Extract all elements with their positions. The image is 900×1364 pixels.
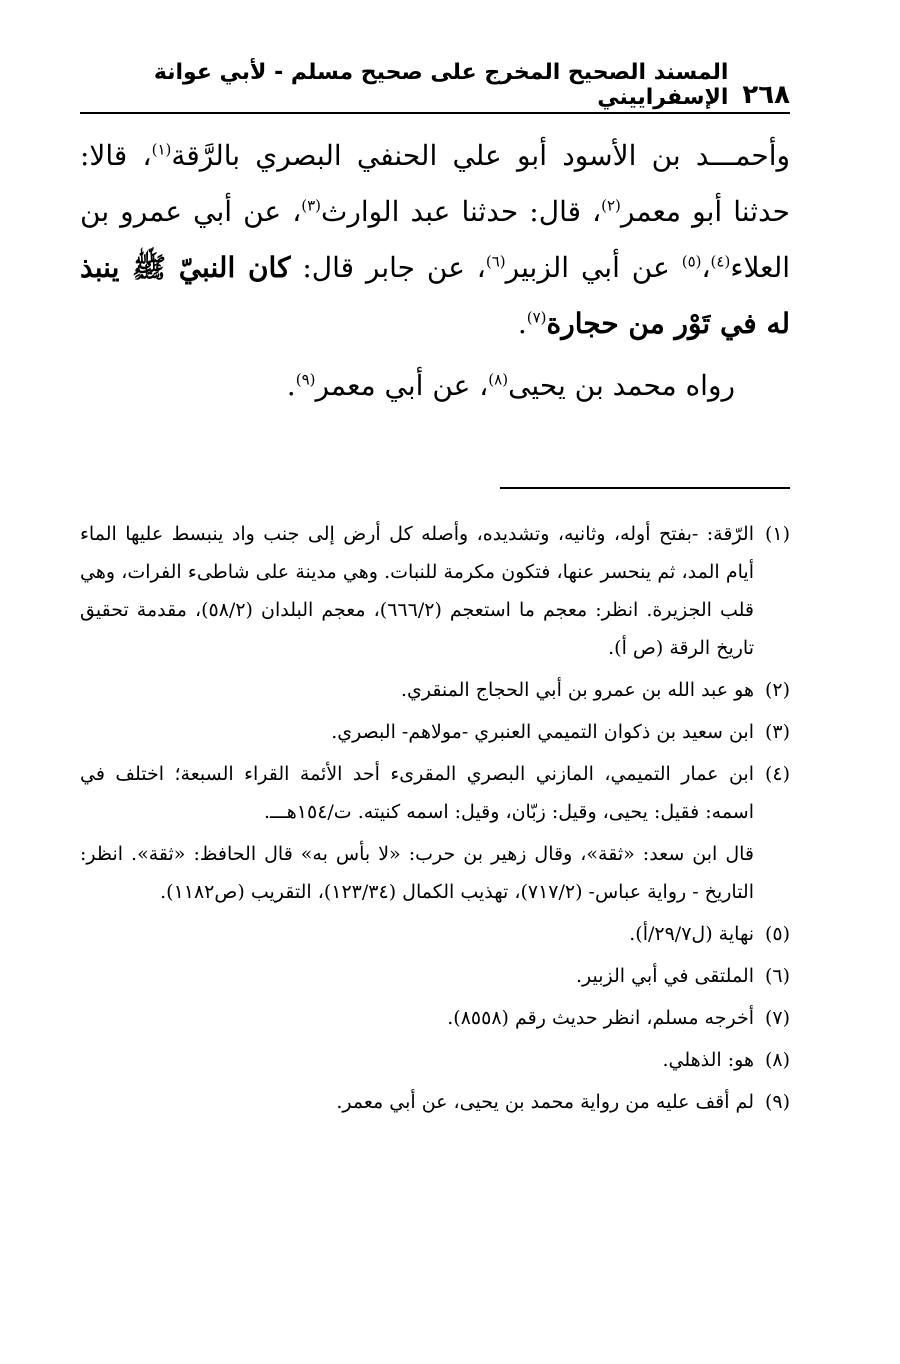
footnote-text: قال ابن سعد: «ثقة»، وقال زهير بن حرب: «لا بأس به» قال الحافظ: «ثقة». انظر: التاريخ - رواية عباس- (٧١٧/٢)، تهذيب الكمال (١٢٣/٣٤)، التقريب (ص١١٨٢). [80,843,754,903]
footnote-text: نهاية (ل٢٩/٧/أ). [629,923,754,945]
footnote-number: (٣) [764,721,790,743]
text-segment: ، قال: حدثنا عبد الوارث [321,195,602,228]
footnote-continuation [80,835,790,911]
text-segment: ، عن أبي عمرو بن العلاء [80,195,791,284]
footnote-ref[interactable]: (٥) [681,252,702,271]
footnote-ref[interactable]: (٢) [601,196,621,215]
footnote-text: ابن سعيد بن ذكوان التميمي العنبري -مولاهم- البصري. [331,721,754,743]
text-segment: رواه محمد بن يحيى [508,369,735,402]
footnote-number: (١) [764,523,790,545]
footnote-text: الرّقة: -بفتح أوله، وثانيه، وتشديده، وأصله كل أرض إلى جنب واد ينبسط عليها الماء أيام المد، ثم ينحسر عنها، فتكون مكرمة للنبات. وهي مدينة على شاطىء الفرات، وهي قلب الجزيرة. انظر: معجم ما استعجم (٦٦٦/٢)، معجم البلدان (٥٨/٢)، مقدمة تحقيق تاريخ الرقة (ص أ). [80,523,754,659]
footnotes [80,515,790,1125]
hadith-matn: كان النبيّ ﷺ ينبذ له في تَوْر من حجارة [80,251,790,340]
footnote-number: (٤) [764,763,790,785]
footnote-ref[interactable]: (٧) [526,308,547,327]
hadith-paragraph [80,128,790,352]
footnote [80,1041,790,1079]
footnote-number: (٩) [764,1091,790,1113]
text-segment: ، قالا: حدثنا أبو معمر [80,139,790,228]
footnote [80,515,790,667]
footnote-ref[interactable]: (٦) [485,252,506,271]
text-segment: عن أبي الزبير [505,251,682,284]
text-segment: ، [701,251,711,284]
footnote-ref[interactable]: (٣) [301,196,322,215]
footnote-text: أخرجه مسلم، انظر حديث رقم (٨٥٥٨). [447,1007,754,1029]
text-segment: ، عن جابر قال: [290,251,486,284]
text-segment: . [286,369,296,402]
main-text [80,128,790,414]
footnote [80,671,790,709]
footnote [80,957,790,995]
footnote [80,755,790,831]
header-title: المسند الصحيح المخرج على صحيح مسلم - لأبي عوانة الإسفراييني [153,60,729,110]
footnote-ref[interactable]: (١) [151,140,172,159]
footnote-number: (٧) [764,1007,790,1029]
footnote-number: (٥) [764,923,790,945]
riwaya-paragraph [80,358,790,414]
footnote-text: هو: الذهلي. [662,1049,754,1071]
footnote-text: هو عبد الله بن عمرو بن أبي الحجاج المنقري. [400,679,754,701]
footnote-number: (٨) [764,1049,790,1071]
footnote [80,915,790,953]
footnote-text: لم أقف عليه من رواية محمد بن يحيى، عن أبي معمر. [336,1091,754,1113]
footnote [80,999,790,1037]
footnote-number: (٢) [764,679,790,701]
footnote-separator [500,487,790,489]
footnote-ref[interactable]: (٩) [295,370,316,389]
footnote [80,1083,790,1121]
footnote-ref[interactable]: (٤) [710,252,731,271]
running-header [80,60,790,110]
footnote-text: الملتقى في أبي الزبير. [575,965,754,987]
footnote-ref[interactable]: (٨) [488,370,509,389]
text-segment: ، عن أبي معمر [315,369,489,402]
footnote-text: ابن عمار التميمي، المازني البصري المقرىء أحد الأئمة القراء السبعة؛ اختلف في اسمه: فقيل: يحيى، وقيل: زبّان، وقيل: اسمه كنيته. ت/١٥٤هـــ. [80,763,754,823]
footnote [80,713,790,751]
header-rule [80,112,790,114]
footnote-number: (٦) [764,965,790,987]
text-segment: وأحمـــد بن الأسود أبو علي الحنفي البصري بالرَّقة [171,139,790,172]
page-number: ٢٦٨ [742,80,790,110]
text-segment: . [517,307,527,340]
